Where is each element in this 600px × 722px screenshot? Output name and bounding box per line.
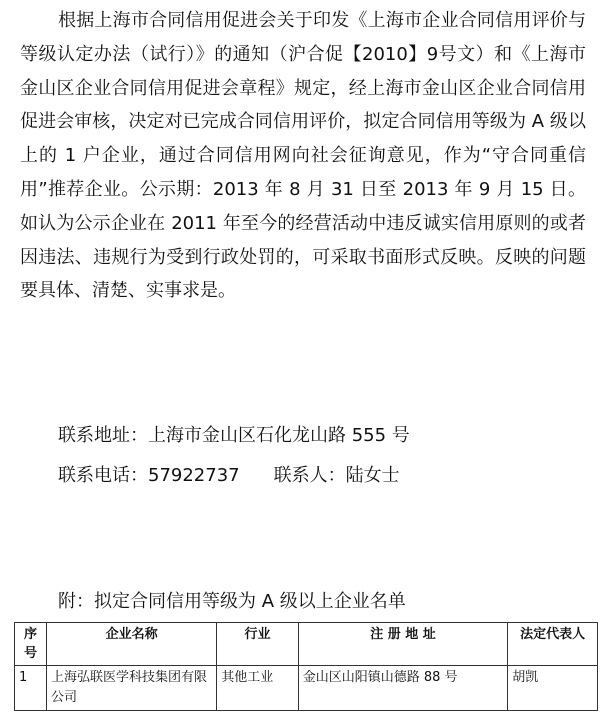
enterprise-table xyxy=(14,622,598,711)
table-row xyxy=(15,666,598,711)
header-industry: 行业 xyxy=(217,623,299,666)
header-address: 注 册 地 址 xyxy=(298,623,507,666)
cell-no: 1 xyxy=(15,666,47,711)
contact-phone: 联系电话：57922737 xyxy=(58,465,240,486)
contact-line xyxy=(58,461,400,487)
notice-body: 根据上海市合同信用促进会关于印发《上海市企业合同信用评价与等级认定办法（试行）》的通知（沪合促【2010】9号文）和《上海市金山区企业合同信用促进会章程》规定，经上海市金山区企业合同信用促进会审核，决定对已完成合同信用评价，拟定合同信用等级为 A 级以上的 1 户企业，通过合同信用网向社会征询意见，作为“守合同重信用”推荐企业。公示期：2013 年 8 月 31 日至 2013 年 9 月 15 日。如认为公示企业在 2011 年至今的经营活动中违反诚实信用原则的或者因违法、违规行为受到行政处罚的，可采取书面形式反映。反映的问题要具体、清楚、实事求是。 xyxy=(20,10,586,302)
table-header-row xyxy=(15,623,598,666)
cell-rep: 胡凯 xyxy=(508,666,598,711)
header-no: 序号 xyxy=(15,623,47,666)
header-rep: 法定代表人 xyxy=(508,623,598,666)
attachment-title: 附：拟定合同信用等级为 A 级以上企业名单 xyxy=(58,591,406,612)
header-name: 企业名称 xyxy=(46,623,216,666)
contact-person: 联系人：陆女士 xyxy=(273,465,400,486)
contact-address: 联系地址：上海市金山区石化龙山路 555 号 xyxy=(58,425,410,446)
cell-industry: 其他工业 xyxy=(217,666,299,711)
cell-name: 上海弘联医学科技集团有限公司 xyxy=(46,666,216,711)
cell-address: 金山区山阳镇山德路 88 号 xyxy=(298,666,507,711)
